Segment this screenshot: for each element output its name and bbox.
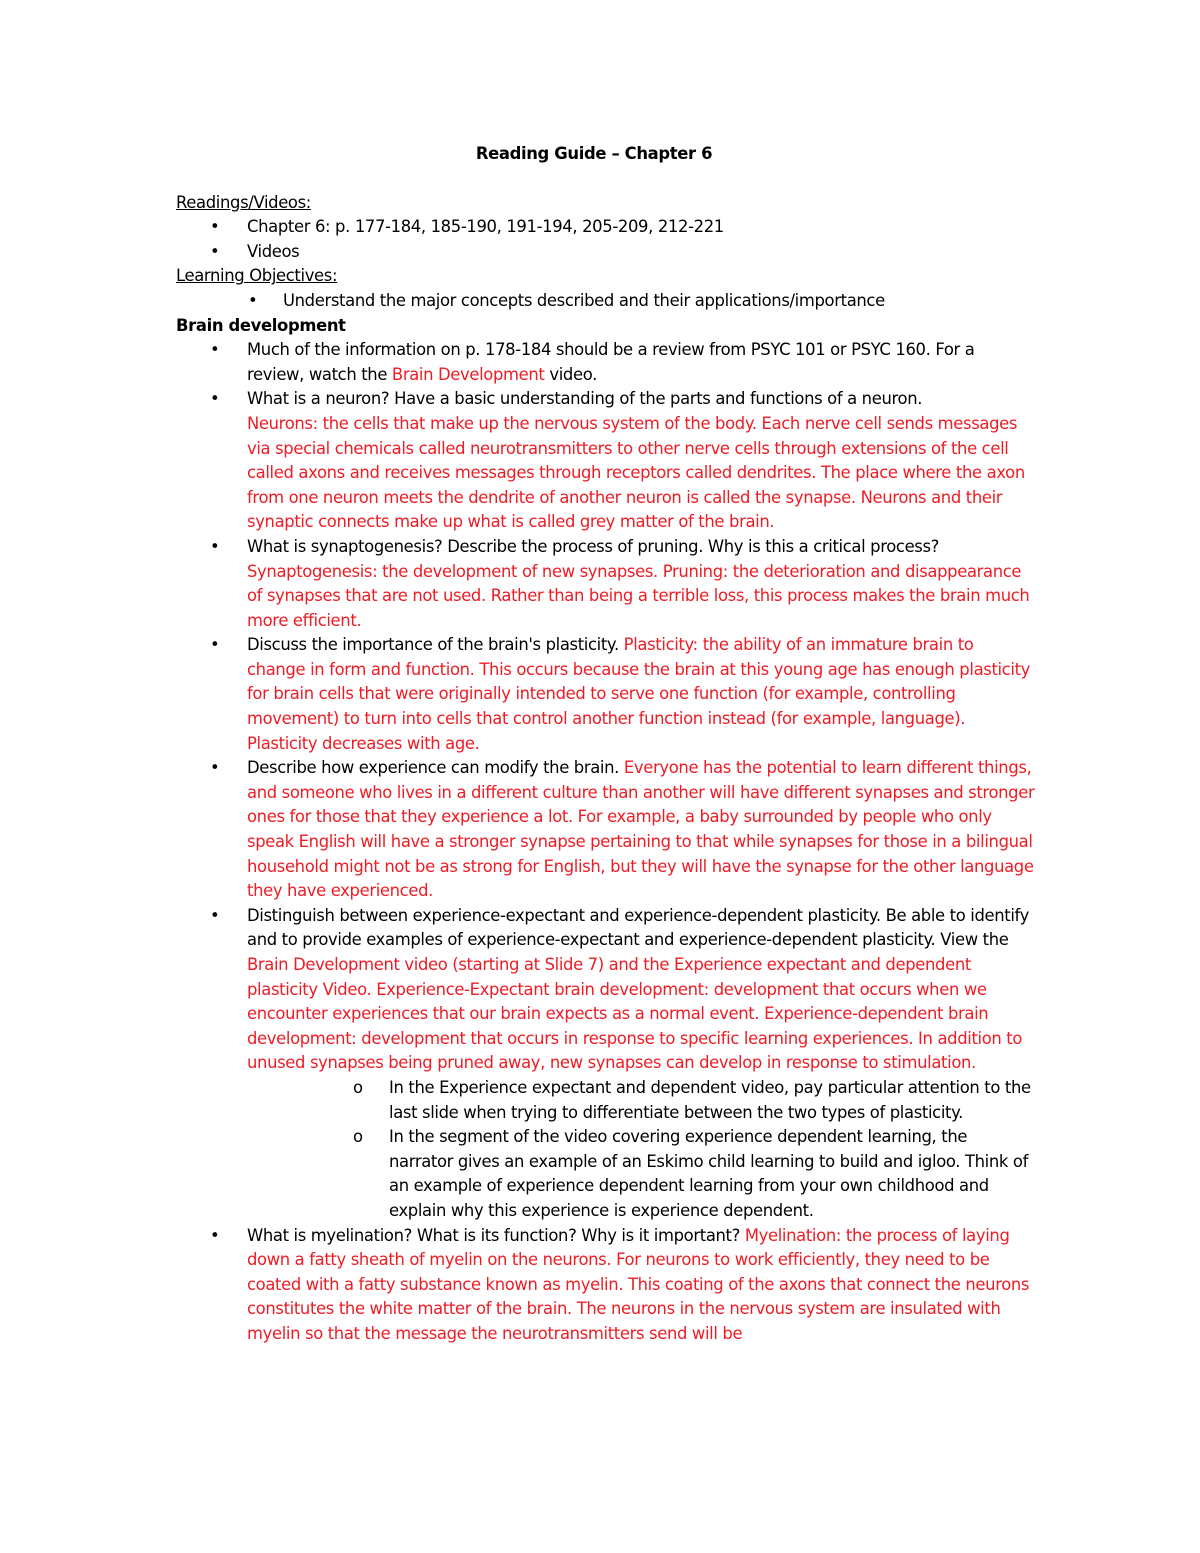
objectives-list (176, 289, 1036, 314)
answer-text: Experience-Expectant brain development: development that occurs when we encounter experiences that our brain expects as a normal event. Experience-dependent brain development: development that occurs in response to specific learning experiences. In addition to unused synapses being pruned away, new synapses can develop in response to stimulation. (247, 979, 1023, 1073)
list-item: • Chapter 6: p. 177-184, 185-190, 191-194, 205-209, 212-221 (176, 215, 1036, 240)
question-item (176, 387, 1036, 535)
question-text: Discuss the importance of the brain's plasticity. (247, 635, 624, 655)
video-link[interactable]: Brain Development video (starting at Slide 7) and the Experience expectant and dependent plasticity Video. (247, 955, 971, 999)
question-item (176, 904, 1036, 1224)
question-text: Distinguish between experience-expectant and experience-dependent plasticity. Be able to identify and to provide examples of experience-expectant and experience-dependent plasticity. View the (247, 905, 1030, 950)
sub-list (247, 1076, 1036, 1224)
readings-label: Readings/Videos: (176, 192, 311, 212)
question-item (176, 338, 1036, 387)
question-item (176, 756, 1036, 904)
document-page (176, 142, 1036, 1347)
readings-list (176, 215, 1036, 264)
question-item (176, 1224, 1036, 1347)
question-text: video. (544, 364, 597, 384)
question-text: What is synaptogenesis? Describe the process of pruning. Why is this a critical process? (247, 536, 940, 556)
question-list (176, 338, 1036, 1346)
question-item (176, 633, 1036, 756)
answer-text: Plasticity: the ability of an immature brain to change in form and function. This occurs because the brain at this young age has enough plasticity for brain cells that were originally intended to serve one function (for example, controlling movement) to turn into cells that control another function instead (for example, language). Plasticity decreases with age. (247, 635, 1031, 753)
answer-text: Synaptogenesis: the development of new synapses. Pruning: the deterioration and disappearance of synapses that are not used. Rather than being a terrible loss, this process makes the brain much more efficient. (247, 561, 1030, 630)
section-heading: Brain development (176, 315, 346, 335)
question-item (176, 535, 1036, 633)
question-text: Much of the information on p. 178-184 should be a review from PSYC 101 or PSYC 160. For a review, watch the (247, 340, 975, 384)
answer-text: Neurons: the cells that make up the nervous system of the body. Each nerve cell sends messages via special chemicals called neurotransmitters to other nerve cells through extensions of the cell called axons and receives messages through receptors called dendrites. The place where the axon from one neuron meets the dendrite of another neuron is called the synapse. Neurons and their synaptic connects make up what is called grey matter of the brain. (247, 413, 1025, 532)
answer-text: Myelination: the process of laying down a fatty sheath of myelin on the neurons. For neurons to work efficiently, they need to be coated with a fatty substance known as myelin. This coating of the axons that connect the neurons constitutes the white matter of the brain. The neurons in the nervous system are insulated with myelin so that the message the neurotransmitters send will be (247, 1225, 1030, 1343)
list-item: • Videos (176, 240, 1036, 265)
question-text: What is a neuron? Have a basic understanding of the parts and functions of a neuron. (247, 389, 923, 409)
answer-text: Everyone has the potential to learn different things, and someone who lives in a different culture than another will have different synapses and stronger ones for those that they experience a lot. For example, a baby surrounded by people who only speak English will have a stronger synapse pertaining to that while synapses for those in a bilingual household might not be as strong for English, but they will have the synapse for the other language they have experienced. (247, 758, 1035, 901)
video-link[interactable]: Brain Development (391, 364, 545, 384)
sub-item: o In the Experience expectant and dependent video, pay particular attention to the last slide when trying to differentiate between the two types of plasticity. (247, 1076, 1036, 1125)
question-text: What is myelination? What is its function? Why is it important? (247, 1225, 745, 1245)
sub-item: o In the segment of the video covering experience dependent learning, the narrator gives an example of an Eskimo child learning to build and igloo. Think of an example of experience dependent learning from your own childhood and explain why this experience is experience dependent. (247, 1125, 1036, 1223)
document-title: Reading Guide – Chapter 6 (475, 144, 713, 163)
question-text: Describe how experience can modify the brain. (247, 758, 624, 778)
objectives-label: Learning Objectives: (176, 266, 338, 286)
list-item: • Understand the major concepts described and their applications/importance (176, 289, 1036, 314)
